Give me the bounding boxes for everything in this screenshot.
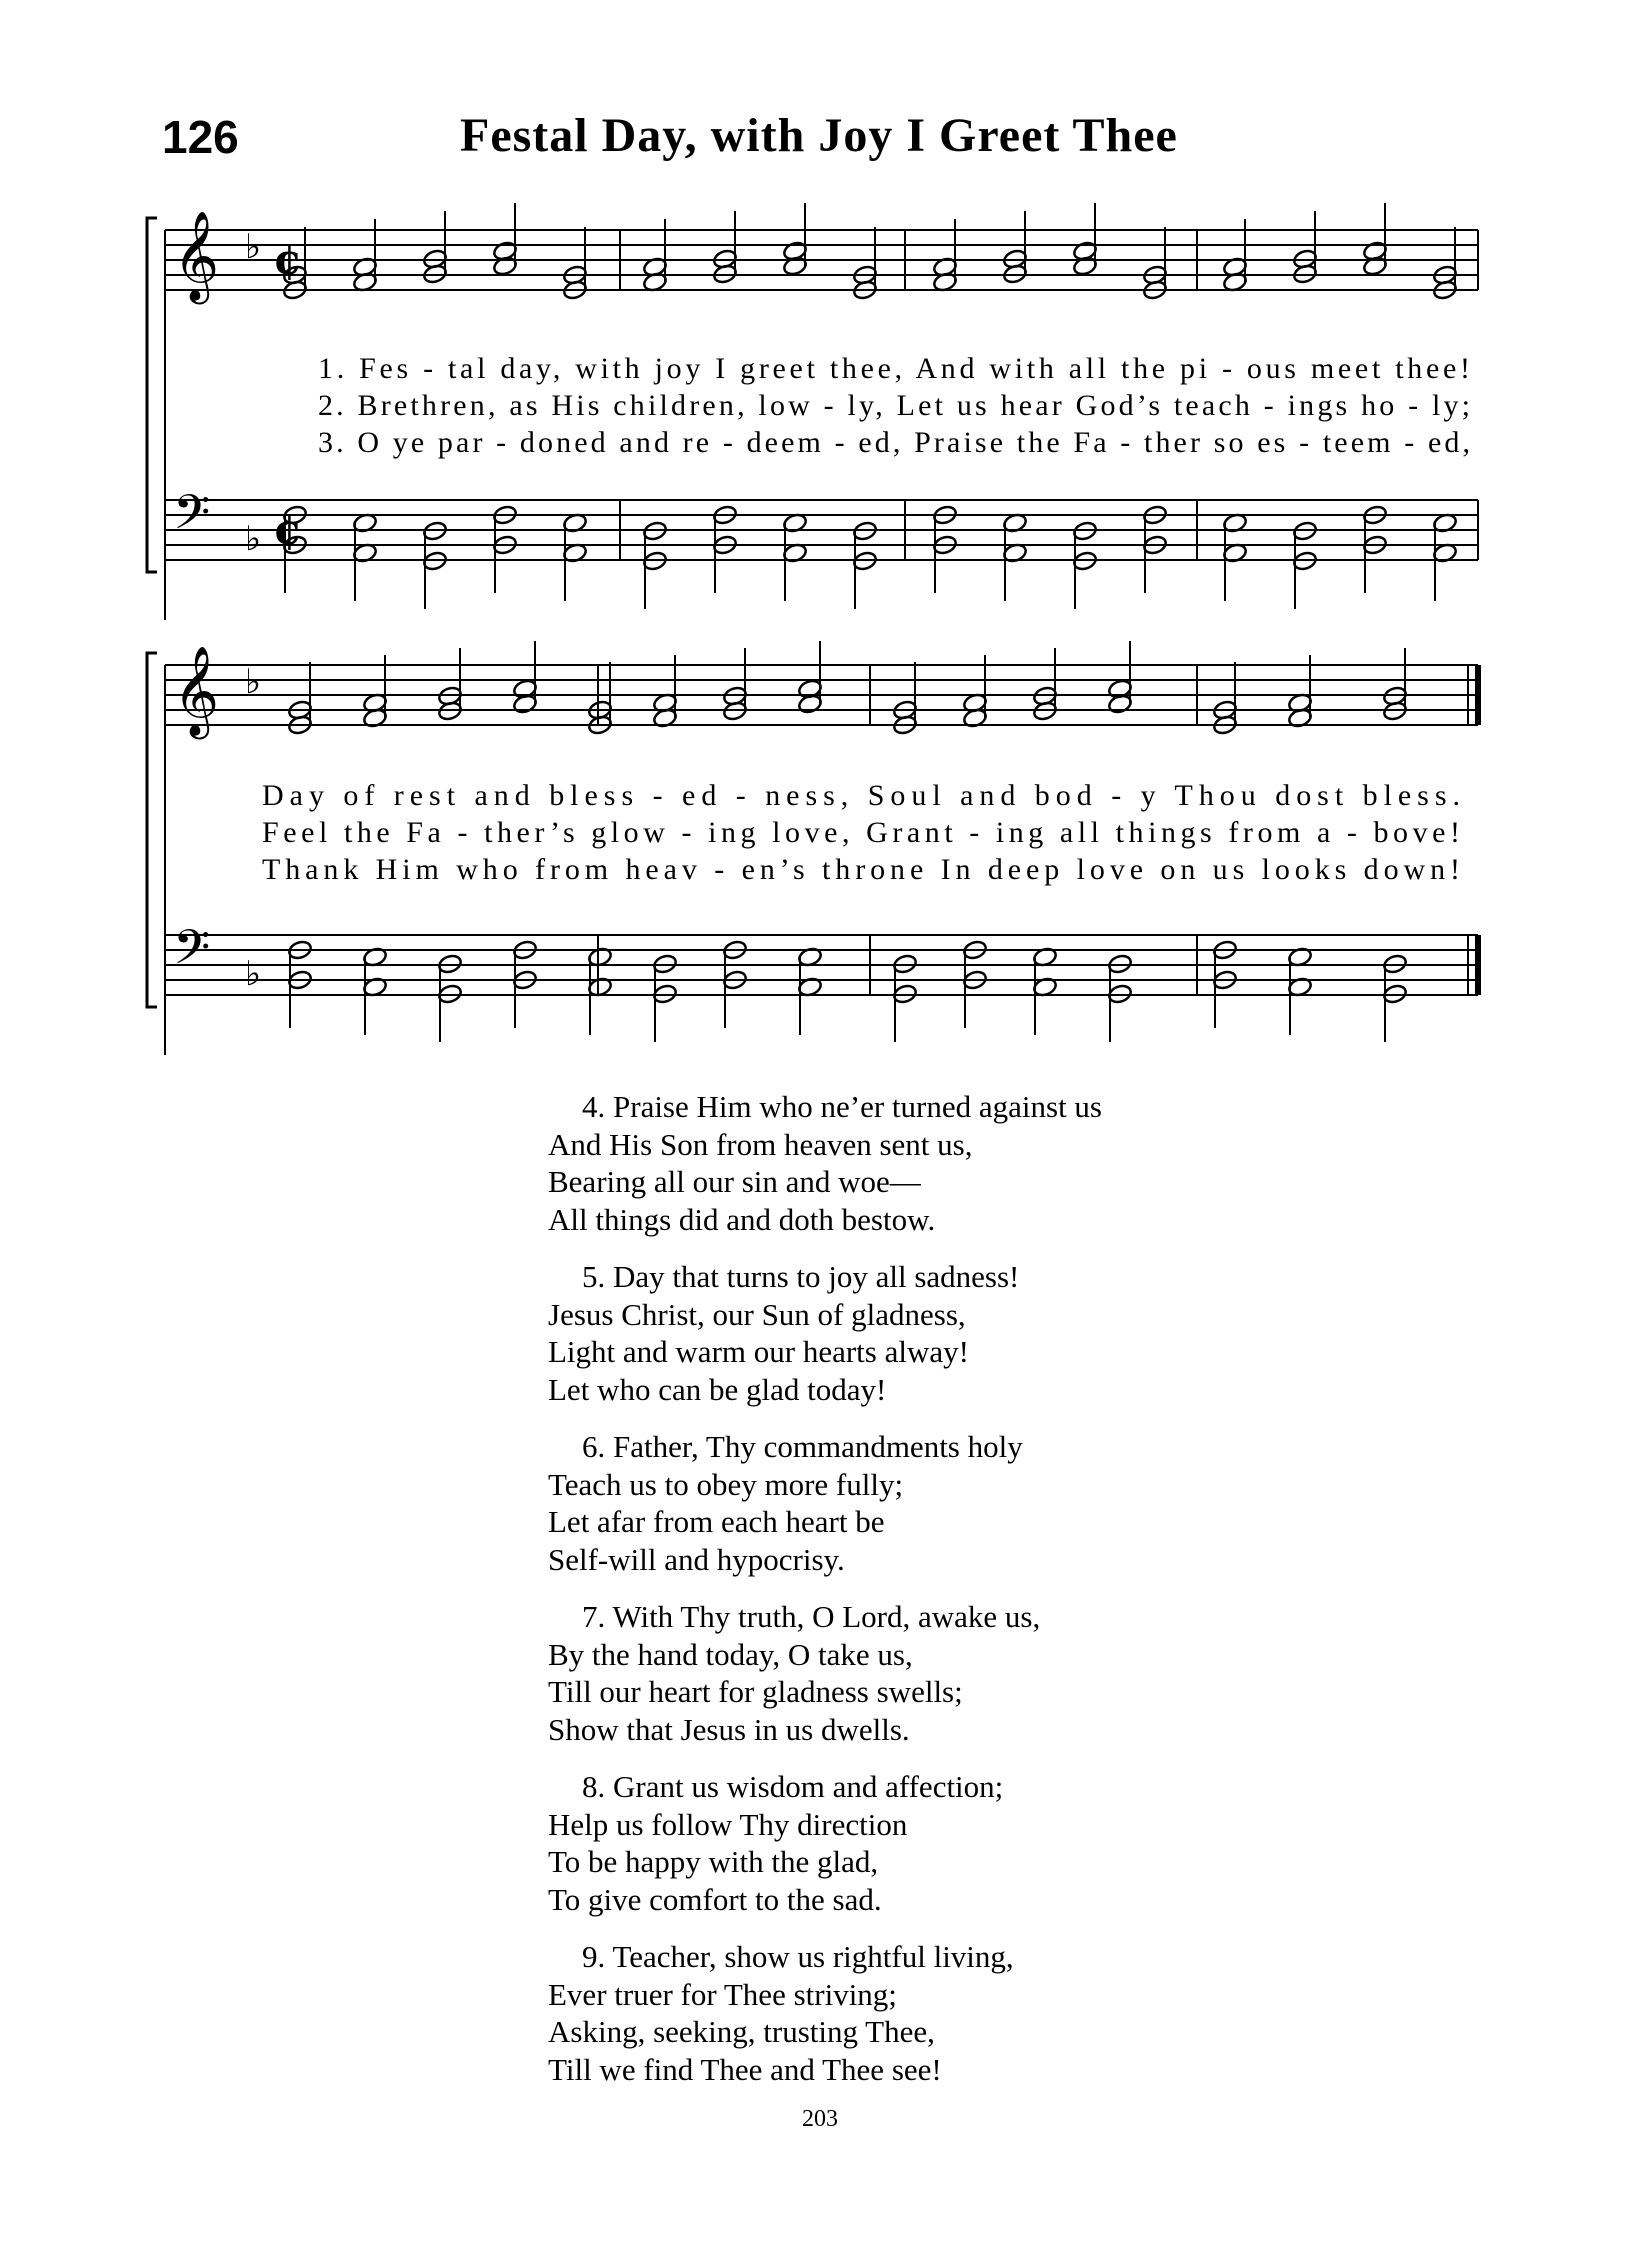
verse-9 <box>548 1938 1014 2088</box>
note-heads <box>282 203 1458 1042</box>
verse-6 <box>548 1428 1023 1578</box>
bass-clef-icon: 𝄢 <box>173 484 211 552</box>
verse-line: To give comfort to the sad. <box>548 1881 882 1917</box>
verse-3-lyric-row: 3. O ye par - doned and re - deem - ed, Praise the Fa - ther so es - teem - ed, <box>318 426 1471 459</box>
verse-line: 7. With Thy truth, O Lord, awake us, <box>582 1599 1041 1634</box>
hymn-number: 126 <box>162 111 239 163</box>
verse-4 <box>548 1088 1102 1238</box>
verse-line: Ever truer for Thee striving; <box>548 1976 897 2012</box>
verse-line: Asking, seeking, trusting Thee, <box>548 2014 935 2049</box>
verse-2-lyric-row-2: Feel the Fa - ther’s glow - ing love, Grant - ing all things from a - bove! <box>262 816 1461 849</box>
verse-line: 9. Teacher, show us rightful living, <box>582 1939 1014 1974</box>
verse-3-lyric-row-2: Thank Him who from heav - en’s throne In deep love on us looks down! <box>262 853 1460 886</box>
treble-clef-icon: 𝄞 <box>173 646 220 736</box>
flat-icon: ♭ <box>245 519 262 559</box>
verse-7 <box>548 1598 1040 1748</box>
verse-1-lyric-row-2: Day of rest and bless - ed - ness, Soul and bod - y Thou dost bless. <box>262 779 1461 812</box>
verse-line: Show that Jesus in us dwells. <box>548 1711 910 1747</box>
verse-line: 4. Praise Him who ne’er turned against us <box>582 1089 1102 1124</box>
treble-clef-icon: 𝄞 <box>173 211 220 301</box>
system-bracket <box>147 653 157 1007</box>
verse-line: 5. Day that turns to joy all sadness! <box>582 1259 1020 1294</box>
verse-line: Till we find Thee and Thee see! <box>548 2051 942 2087</box>
verse-line: Let afar from each heart be <box>548 1504 885 1539</box>
verse-1-lyric-row: 1. Fes - tal day, with joy I greet thee, And with all the pi - ous meet thee! <box>318 352 1470 385</box>
cut-time-icon: ¢ <box>273 505 303 554</box>
flat-icon: ♭ <box>245 954 262 994</box>
lyrics <box>262 352 1470 886</box>
verse-line: Self-will and hypocrisy. <box>548 1541 845 1577</box>
staff-lines <box>147 211 1478 1055</box>
system-bracket <box>147 218 157 572</box>
hymn-title: Festal Day, with Joy I Greet Thee <box>460 109 1178 162</box>
verse-line: Jesus Christ, our Sun of gladness, <box>548 1296 966 1332</box>
page-number: 203 <box>802 2106 838 2132</box>
verse-line: Bearing all our sin and woe— <box>548 1164 921 1199</box>
cut-time-icon: ¢ <box>273 235 303 284</box>
verse-line: Teach us to obey more fully; <box>548 1466 904 1502</box>
verse-line: All things did and doth bestow. <box>548 1201 936 1237</box>
verse-line: Let who can be glad today! <box>548 1371 887 1407</box>
flat-icon: ♭ <box>245 662 262 702</box>
verse-line: To be happy with the glad, <box>548 1844 879 1879</box>
verse-line: And His Son from heaven sent us, <box>548 1126 973 1162</box>
verse-line: Till our heart for gladness swells; <box>548 1674 963 1709</box>
bass-clef-icon: 𝄢 <box>173 919 211 987</box>
verse-5 <box>548 1258 1019 1408</box>
verse-2-lyric-row: 2. Brethren, as His children, low - ly, Let us hear God’s teach - ings ho - ly; <box>318 389 1470 422</box>
music-score <box>0 0 1650 1080</box>
verse-8 <box>548 1768 1003 1918</box>
verse-line: 8. Grant us wisdom and affection; <box>582 1769 1004 1804</box>
verse-line: Light and warm our hearts alway! <box>548 1334 969 1369</box>
verse-line: 6. Father, Thy commandments holy <box>582 1429 1023 1464</box>
flat-icon: ♭ <box>245 227 262 267</box>
verse-line: By the hand today, O take us, <box>548 1636 913 1672</box>
verse-line: Help us follow Thy direction <box>548 1806 908 1842</box>
